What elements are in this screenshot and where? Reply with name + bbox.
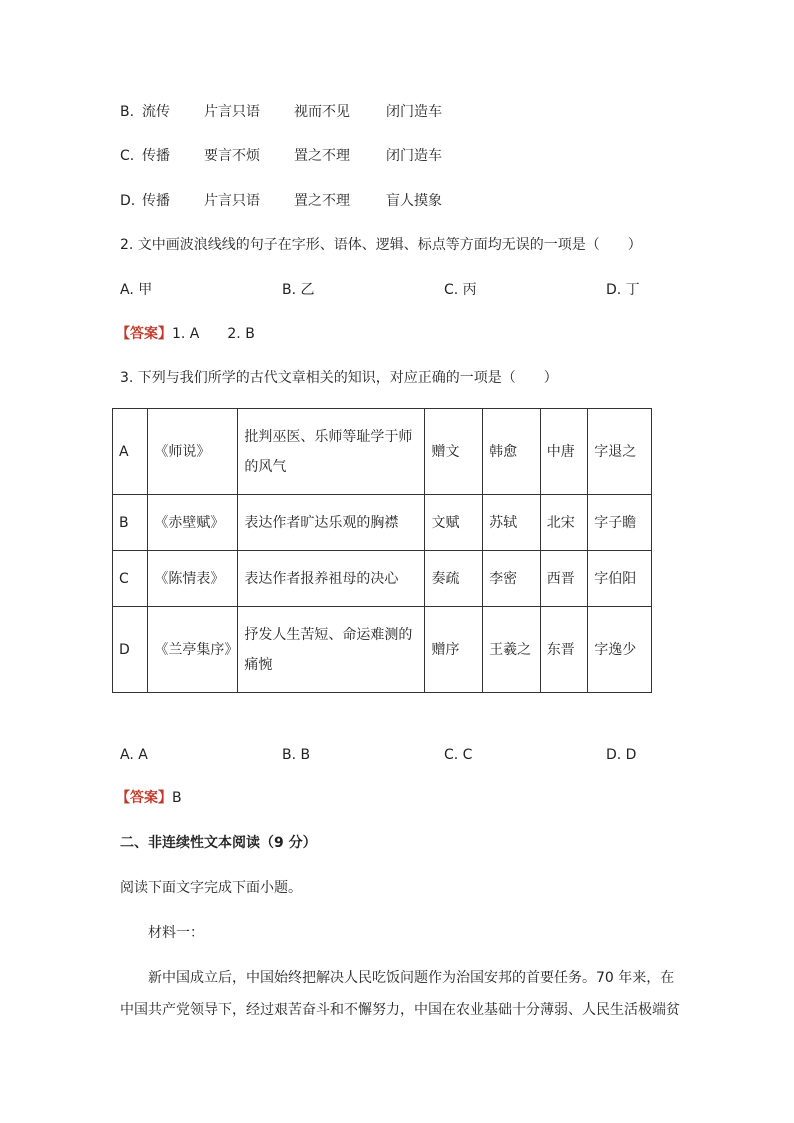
- article-title: 《赤壁赋》: [148, 495, 238, 551]
- article-genre: 文赋: [425, 495, 483, 551]
- choice-b: B. B: [282, 747, 311, 763]
- answer-tag: 【答案】: [116, 790, 172, 806]
- answer-block-1: [116, 323, 255, 345]
- table-row: [113, 495, 652, 551]
- answer-text: 1. A 2. B: [172, 326, 255, 342]
- article-author: 王羲之: [483, 607, 541, 693]
- option-word: 闭门造车: [386, 104, 442, 120]
- option-word: 片言只语: [204, 104, 260, 120]
- answer-block-2: [116, 787, 182, 809]
- choice-b: B. 乙: [282, 282, 315, 298]
- knowledge-table: [112, 408, 652, 693]
- option-word: 传播: [142, 148, 170, 164]
- choice-a: A. A: [120, 747, 148, 763]
- row-label: A: [113, 409, 148, 495]
- table-row: [113, 551, 652, 607]
- option-letter: C.: [120, 148, 135, 164]
- question-3-stem: 3. 下列与我们所学的古代文章相关的知识，对应正确的一项是（ ）: [120, 370, 558, 386]
- author-courtesy-name: 字退之: [588, 409, 652, 495]
- article-author: 李密: [483, 551, 541, 607]
- choice-a: A. 甲: [120, 282, 153, 298]
- option-letter: B.: [120, 104, 135, 120]
- table-row: [113, 409, 652, 495]
- choice-d: D. 丁: [606, 282, 640, 298]
- author-courtesy-name: 字逸少: [588, 607, 652, 693]
- article-author: 苏轼: [483, 495, 541, 551]
- option-word: 闭门造车: [386, 148, 442, 164]
- article-author: 韩愈: [483, 409, 541, 495]
- article-title: 《陈情表》: [148, 551, 238, 607]
- choice-c: C. C: [444, 747, 473, 763]
- article-dynasty: 北宋: [540, 495, 588, 551]
- row-label: B: [113, 495, 148, 551]
- author-courtesy-name: 字伯阳: [588, 551, 652, 607]
- author-courtesy-name: 字子瞻: [588, 495, 652, 551]
- article-dynasty: 东晋: [540, 607, 588, 693]
- row-label: D: [113, 607, 148, 693]
- article-title: 《兰亭集序》: [148, 607, 238, 693]
- article-genre: 赠序: [425, 607, 483, 693]
- option-word: 置之不理: [294, 148, 350, 164]
- material-label: 材料一：: [148, 925, 204, 941]
- article-dynasty: 西晋: [540, 551, 588, 607]
- article-description: 表达作者旷达乐观的胸襟: [238, 495, 425, 551]
- material-paragraph: 新中国成立后，中国始终把解决人民吃饭问题作为治国安邦的首要任务。70 年来，在中国共产党领导下，经过艰苦奋斗和不懈努力，中国在农业基础十分薄弱、人民生活极端贫: [120, 970, 680, 1018]
- option-word: 传播: [142, 193, 170, 209]
- article-genre: 奏疏: [425, 551, 483, 607]
- choice-d: D. D: [606, 747, 637, 763]
- article-title: 《师说》: [148, 409, 238, 495]
- article-description: 批判巫医、乐师等耻学于师的风气: [238, 409, 425, 495]
- option-word: 流传: [142, 104, 170, 120]
- option-word: 置之不理: [294, 193, 350, 209]
- article-description: 表达作者报养祖母的决心: [238, 551, 425, 607]
- option-letter: D.: [120, 193, 136, 209]
- answer-tag: 【答案】: [116, 326, 172, 342]
- question-2-stem: 2. 文中画波浪线线的句子在字形、语体、逻辑、标点等方面均无误的一项是（ ）: [120, 237, 642, 253]
- section-heading: 二、非连续性文本阅读（9 分）: [120, 835, 317, 851]
- reading-instruction: 阅读下面文字完成下面小题。: [120, 880, 302, 896]
- choice-c: C. 丙: [444, 282, 477, 298]
- article-genre: 赠文: [425, 409, 483, 495]
- row-label: C: [113, 551, 148, 607]
- table-row: [113, 607, 652, 693]
- article-dynasty: 中唐: [540, 409, 588, 495]
- option-word: 视而不见: [294, 104, 350, 120]
- answer-text: B: [172, 790, 182, 806]
- article-description: 抒发人生苦短、命运难测的痛惋: [238, 607, 425, 693]
- option-word: 片言只语: [204, 193, 260, 209]
- option-word: 要言不烦: [204, 148, 260, 164]
- option-word: 盲人摸象: [386, 193, 442, 209]
